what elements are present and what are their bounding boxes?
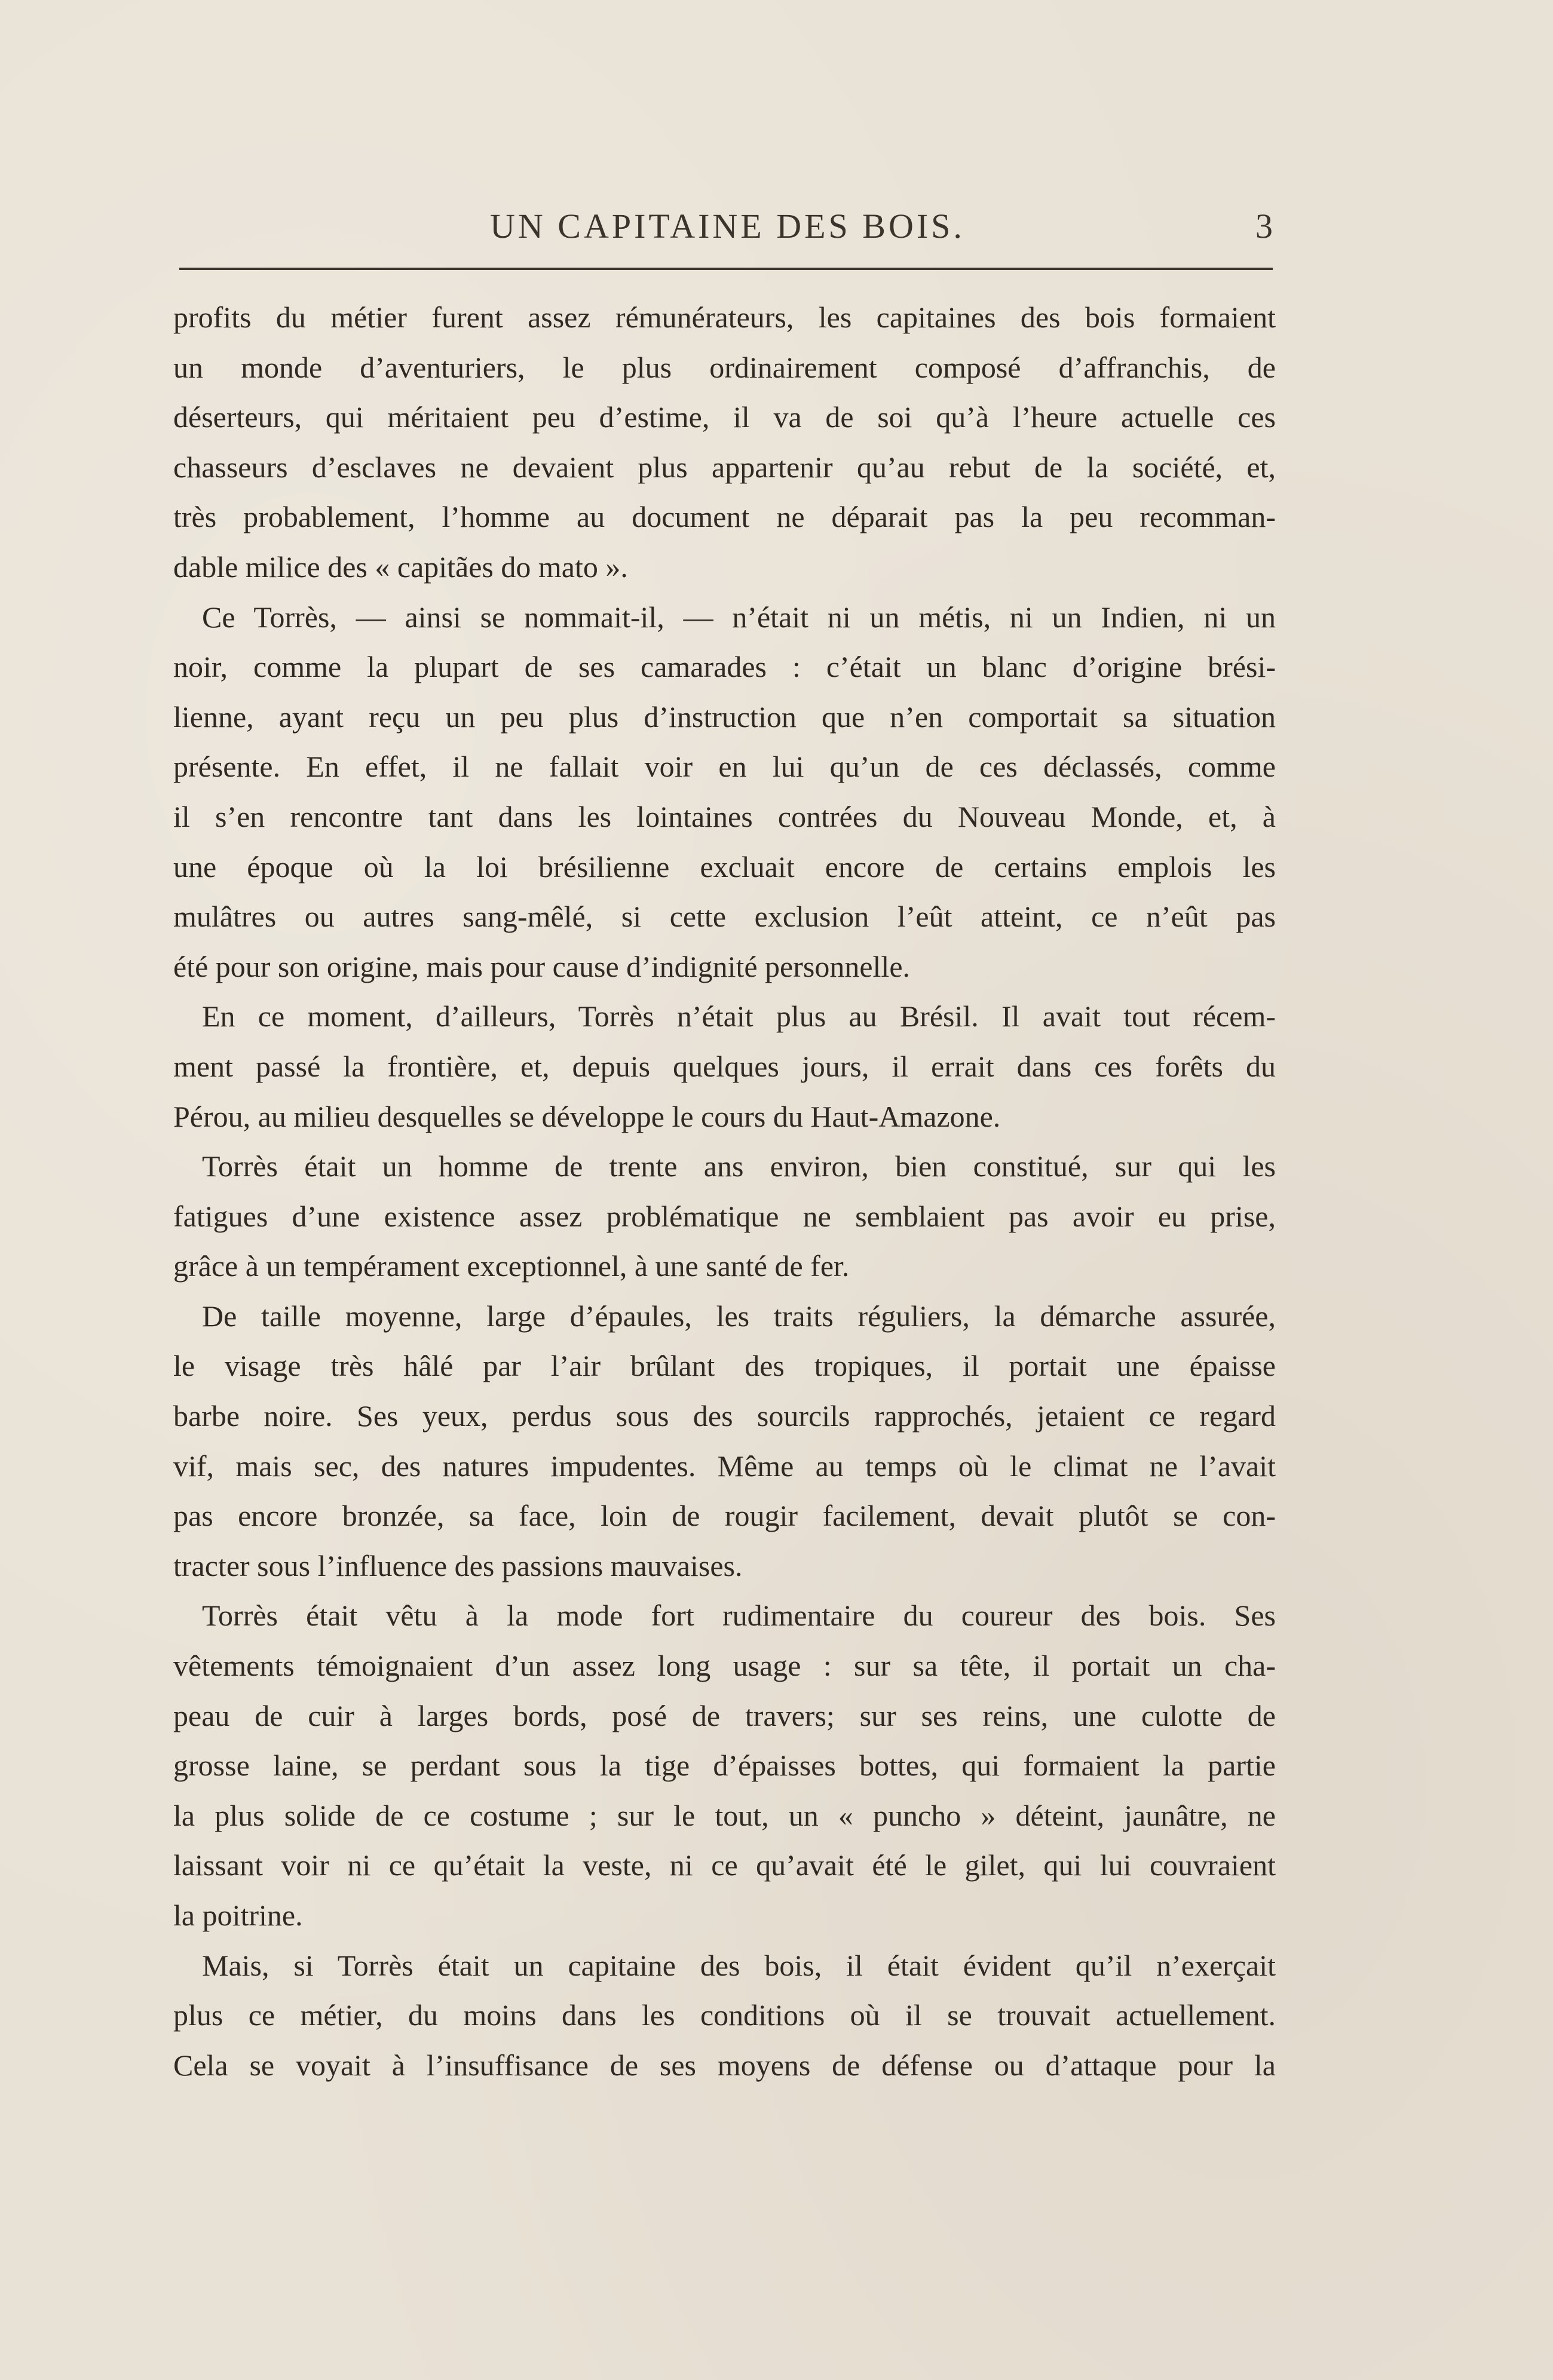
text-line: le visage très hâlé par l’air brûlant des tropiques, il portait une épaisse bbox=[173, 1349, 1276, 1383]
text-line: Torrès était vêtu à la mode fort rudimentaire du coureur des bois. Ses bbox=[202, 1599, 1276, 1633]
text-line: peau de cuir à larges bords, posé de travers; sur ses reins, une culotte de bbox=[173, 1698, 1276, 1732]
text-line: chasseurs d’esclaves ne devaient plus appartenir qu’au rebut de la société, et, bbox=[173, 450, 1276, 484]
text-line: fatigues d’une existence assez problématique ne semblaient pas avoir eu prise, bbox=[173, 1199, 1276, 1233]
page-header bbox=[179, 206, 1273, 248]
text-line: tracter sous l’influence des passions mauvaises. bbox=[173, 1548, 743, 1582]
text-line: la poitrine. bbox=[173, 1899, 303, 1932]
page-number: 3 bbox=[1255, 207, 1273, 246]
text-line: très probablement, l’homme au document ne déparait pas la peu recomman- bbox=[173, 500, 1276, 534]
text-line: Torrès était un homme de trente ans environ, bien constitué, sur qui les bbox=[202, 1149, 1276, 1183]
text-line: profits du métier furent assez rémunérateurs, les capitaines des bois formaient bbox=[173, 300, 1276, 334]
text-line: grosse laine, se perdant sous la tige d’épaisses bottes, qui formaient la partie bbox=[173, 1749, 1276, 1783]
text-line: En ce moment, d’ailleurs, Torrès n’était plus au Brésil. Il avait tout récem- bbox=[202, 999, 1276, 1033]
text-line: pas encore bronzée, sa face, loin de rougir facilement, devait plutôt se con- bbox=[173, 1499, 1276, 1533]
text-line: noir, comme la plupart de ses camarades : c’était un blanc d’origine brési- bbox=[173, 650, 1276, 684]
text-line: mulâtres ou autres sang-mêlé, si cette exclusion l’eût atteint, ce n’eût pas bbox=[173, 900, 1276, 934]
text-line: dable milice des « capitães do mato ». bbox=[173, 550, 628, 584]
text-line: plus ce métier, du moins dans les conditions où il se trouvait actuellement. bbox=[173, 1998, 1276, 2032]
text-line: grâce à un tempérament exceptionnel, à une santé de fer. bbox=[173, 1249, 850, 1283]
text-line: la plus solide de ce costume ; sur le tout, un « puncho » déteint, jaunâtre, ne bbox=[173, 1798, 1276, 1832]
text-line: ment passé la frontière, et, depuis quelques jours, il errait dans ces forêts du bbox=[173, 1049, 1276, 1083]
text-line: Mais, si Torrès était un capitaine des bois, il était évident qu’il n’exerçait bbox=[202, 1948, 1276, 1982]
text-line: laissant voir ni ce qu’était la veste, ni ce qu’avait été le gilet, qui lui couvraient bbox=[173, 1848, 1276, 1882]
text-line: été pour son origine, mais pour cause d’indignité personnelle. bbox=[173, 949, 911, 983]
text-line: vif, mais sec, des natures impudentes. Même au temps où le climat ne l’avait bbox=[173, 1449, 1276, 1483]
text-line: barbe noire. Ses yeux, perdus sous des sourcils rapprochés, jetaient ce regard bbox=[173, 1399, 1276, 1433]
text-line: Pérou, au milieu desquelles se développe le cours du Haut-Amazone. bbox=[173, 1099, 1001, 1133]
text-line: une époque où la loi brésilienne excluait encore de certains emplois les bbox=[173, 849, 1276, 884]
text-line: présente. En effet, il ne fallait voir en lui qu’un de ces déclassés, comme bbox=[173, 750, 1276, 784]
text-line: il s’en rencontre tant dans les lointaines contrées du Nouveau Monde, et, à bbox=[173, 799, 1276, 833]
text-line: Cela se voyait à l’insuffisance de ses moyens de défense ou d’attaque pour la bbox=[173, 2048, 1276, 2082]
running-title: UN CAPITAINE DES BOIS. bbox=[490, 207, 965, 246]
text-line: Ce Torrès, — ainsi se nommait-il, — n’était ni un métis, ni un Indien, ni un bbox=[202, 600, 1276, 634]
body-text bbox=[173, 293, 1276, 2090]
header-rule bbox=[179, 268, 1273, 270]
text-line: déserteurs, qui méritaient peu d’estime, il va de soi qu’à l’heure actuelle ces bbox=[173, 400, 1276, 434]
text-line: lienne, ayant reçu un peu plus d’instruction que n’en comportait sa situation bbox=[173, 700, 1276, 734]
text-line: De taille moyenne, large d’épaules, les traits réguliers, la démarche assurée, bbox=[202, 1299, 1276, 1333]
text-line: un monde d’aventuriers, le plus ordinairement composé d’affranchis, de bbox=[173, 350, 1276, 384]
text-line: vêtements témoignaient d’un assez long usage : sur sa tête, il portait un cha- bbox=[173, 1649, 1276, 1683]
